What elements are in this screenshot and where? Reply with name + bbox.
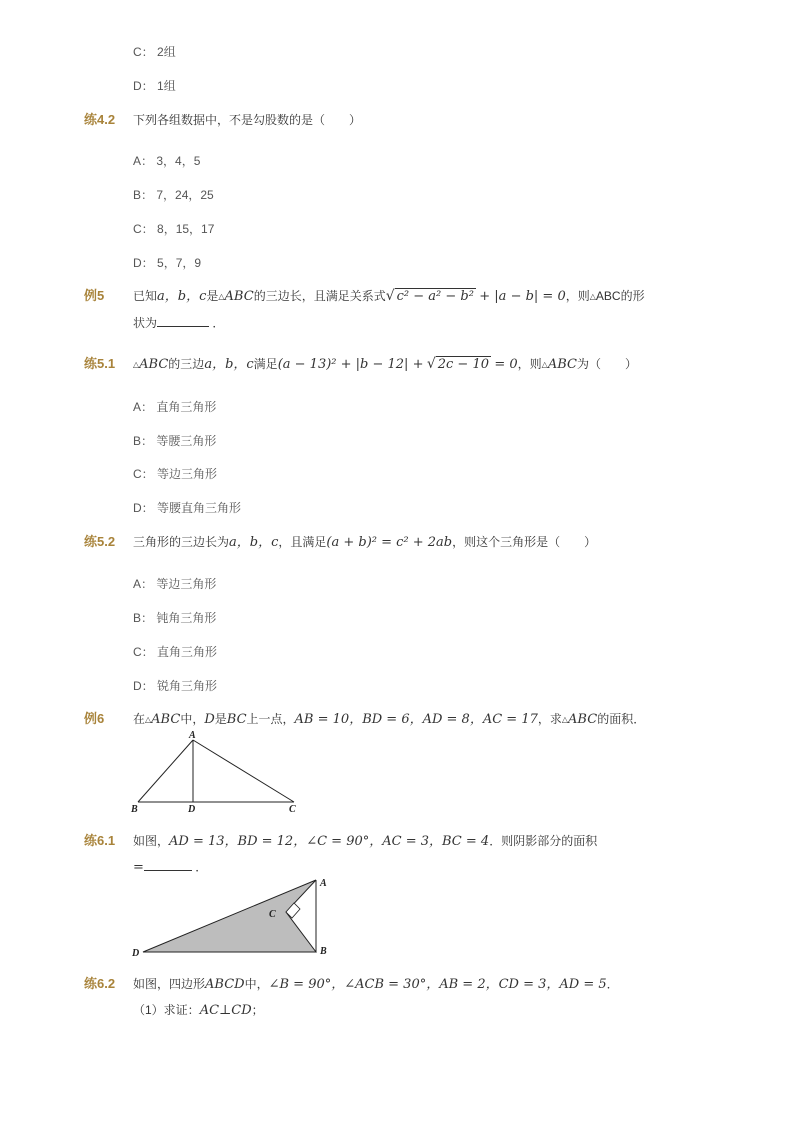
triangle-icon: △ xyxy=(561,714,569,724)
vertex-label-b: B xyxy=(320,946,327,957)
answer-blank xyxy=(157,314,209,327)
triangle-icon: △ xyxy=(218,291,225,301)
q52-option-a: A： 等边三角形 xyxy=(133,577,217,591)
option-d-prev: D： 1组 xyxy=(133,79,176,93)
q42-option-d: D： 5，7，9 xyxy=(133,256,202,270)
vertex-label-c: C xyxy=(269,909,276,920)
q52-option-b: B： 钝角三角形 xyxy=(133,611,217,625)
option-c-prev: C： 2组 xyxy=(133,45,176,59)
answer-blank xyxy=(144,858,192,871)
triangle-icon: △ xyxy=(133,359,140,369)
q42-option-a: A： 3，4，5 xyxy=(133,154,201,168)
q42-option-b: B： 7，24，25 xyxy=(133,188,214,202)
question-text: 三角形的三边长为a，b，c，且满足(a + b)² = c² + 2ab，则这个三角形是（ ） xyxy=(133,535,597,550)
vertex-label-a: A xyxy=(189,730,196,741)
question-label: 练5.1 xyxy=(84,356,116,371)
q52-option-c: C： 直角三角形 xyxy=(133,645,218,659)
question-text: 下列各组数据中，不是勾股数的是（ ） xyxy=(133,113,362,127)
question-label: 练6.1 xyxy=(84,833,116,848)
vertex-label-c: C xyxy=(289,804,296,815)
vertex-label-d: D xyxy=(188,804,196,815)
vertex-label-b: B xyxy=(131,804,138,815)
triangle-icon: △ xyxy=(589,291,596,301)
q52-option-d: D： 锐角三角形 xyxy=(133,679,218,693)
question-text: 在△ABC中，D是BC上一点，AB = 10，BD = 6，AD = 8，AC = 17，求△ABC的面积． xyxy=(133,712,646,727)
vertex-label-a: A xyxy=(320,878,327,889)
q51-option-d: D： 等腰直角三角形 xyxy=(133,501,242,515)
shaded-triangle-figure xyxy=(128,872,338,960)
question-label: 例6 xyxy=(84,711,105,726)
question-label: 例5 xyxy=(84,288,105,303)
question-text: △ABC的三边a，b，c满足(a − 13)² + |b − 12| + √ 2c − 10 = 0，则△ABC为（ ） xyxy=(133,356,637,372)
q51-option-b: B： 等腰三角形 xyxy=(133,434,217,448)
q42-option-c: C： 8，15，17 xyxy=(133,222,215,236)
question-text: 已知a，b，c是△ABC的三边长，且满足关系式√ c² − a² − b² + |a − b| = 0，则△ABC的形 xyxy=(133,288,645,304)
q51-option-a: A： 直角三角形 xyxy=(133,400,217,414)
triangle-icon: △ xyxy=(145,714,152,724)
question-text: 如图，四边形ABCD中，∠B = 90°，∠ACB = 30°，AB = 2，CD = 3，AD = 5． xyxy=(133,977,619,992)
question-label: 练5.2 xyxy=(84,534,116,549)
question-label: 练6.2 xyxy=(84,976,116,991)
question-label: 练4.2 xyxy=(84,112,116,127)
vertex-label-d: D xyxy=(132,948,140,959)
triangle-abc-figure xyxy=(128,730,308,816)
question-text: 如图，AD = 13，BD = 12，∠C = 90°，AC = 3，BC = 4．则阴影部分的面积 xyxy=(133,834,598,849)
triangle-icon: △ xyxy=(541,359,548,369)
q51-option-c: C： 等边三角形 xyxy=(133,467,218,481)
